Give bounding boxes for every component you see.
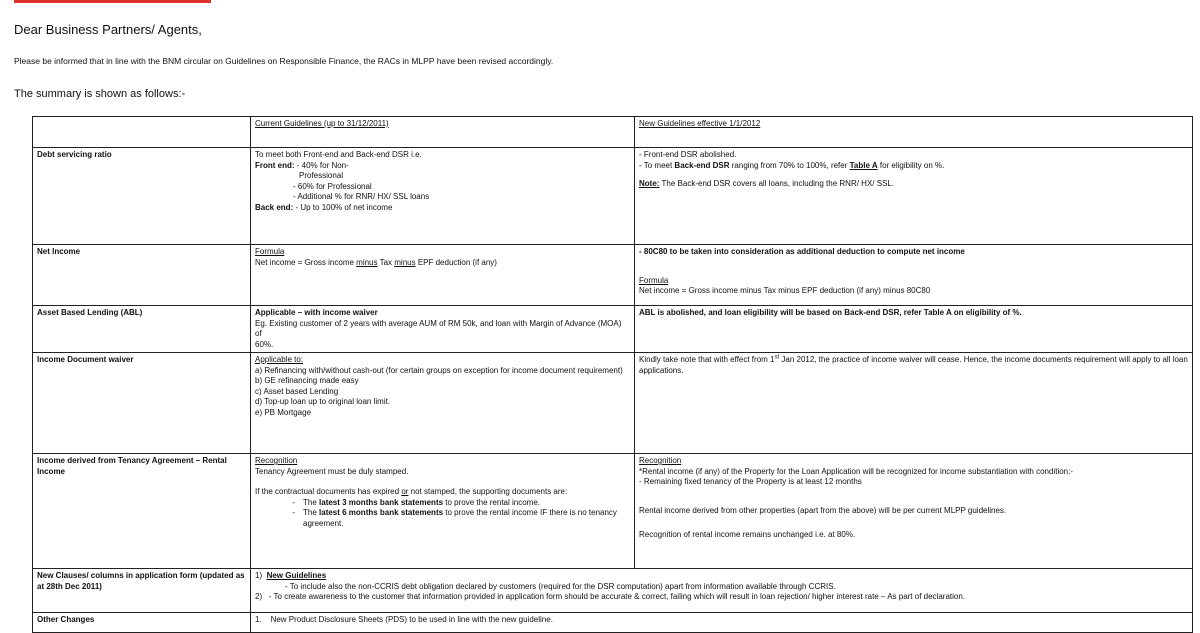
row-topic-other-changes: Other Changes [33,613,251,633]
text-line: Applicable to: [255,355,304,364]
abl-current-cell [251,306,635,353]
text-line: Recognition [255,456,298,465]
text-line: - Additional % for RNR/ HX/ SSL loans [293,192,430,201]
top-accent-rule [14,0,211,3]
header-cell-new [635,117,1193,148]
text-line: 2) - To create awareness to the customer that information provided in application form should be accurate & correct, failing which will result in loan rejection/ higher interest rate – As part of declaration. [255,592,966,601]
text-line: Applicable – with income waiver [255,308,378,317]
table-row [33,569,1193,613]
text-line: Front end: - 40% for Non- [255,160,349,170]
net-income-new-cell [635,245,1193,306]
text-line: Net income = Gross income minus Tax minus EPF deduction (if any) minus 80C80 [639,286,931,295]
text-line: Kindly take note that with effect from 1st Jan 2012, the practice of income waiver will cease. Hence, the income documents requirement will apply to all loan [639,354,1188,364]
row-topic-income-document-waiver: Income Document waiver [33,353,251,454]
text-line: *Rental income (if any) of the Property for the Loan Application will be recognized for income substantiation with condition:- [639,466,1074,476]
row-topic-dsr: Debt servicing ratio [33,148,251,245]
new-guidelines-heading: New Guidelines effective 1/1/2012 [639,119,761,128]
text-line: 60%. [255,339,274,349]
header-cell-current [251,117,635,148]
rental-current-cell [251,454,635,569]
text-line: applications. [639,365,684,375]
text-line: - Remaining fixed tenancy of the Property is at least 12 months [639,477,862,486]
list-item: b) GE refinancing made easy [255,376,359,385]
table-row [33,454,1193,569]
guidelines-table [32,116,1193,633]
text-line: If the contractual documents has expired or not stamped, the supporting documents are: [255,487,568,496]
greeting: Dear Business Partners/ Agents, [14,22,202,37]
rental-new-cell [635,454,1193,569]
text-line: Formula [255,247,285,256]
list-item: e) PB Mortgage [255,407,312,417]
net-income-current-cell [251,245,635,306]
table-row [33,306,1193,353]
text-line: Professional [299,171,344,180]
text-line: - To include also the non-CCRIS debt obligation declared by customers (required for the DSR computation) apart from information available through CCRIS. [285,581,836,591]
new-clauses-cell [251,569,1193,613]
abl-new-cell [635,306,1193,353]
text-line: Tenancy Agreement must be duly stamped. [255,466,409,476]
list-item: c) Asset based Lending [255,386,339,396]
text-line: - Front-end DSR abolished. [639,150,737,159]
bullet-item: - The latest 6 months bank statements to prove the rental income IF there is no tenancy [292,508,617,517]
row-topic-rental-income: Income derived from Tenancy Agreement – Rental Income [33,454,251,569]
dsr-current-cell [251,148,635,245]
text-line: Rental income derived from other properties (apart from the above) will be per current MLPP guidelines. [639,505,1007,515]
dsr-new-cell [635,148,1193,245]
text-line: ABL is abolished, and loan eligibility will be based on Back-end DSR, refer Table A on eligibility of %. [639,308,1022,317]
row-topic-net-income: Net Income [33,245,251,306]
text-line: - To meet Back-end DSR ranging from 70% to 100%, refer Table A for eligibility on %. [639,160,945,170]
row-topic-new-clauses: New Clauses/ columns in application form (updated as at 28th Dec 2011) [33,569,251,613]
table-header-row [33,117,1193,148]
current-guidelines-heading: Current Guidelines (up to 31/12/2011) [255,119,389,128]
table-row [33,245,1193,306]
text-line: agreement. [303,518,344,528]
text-line: Formula [639,275,669,285]
list-item: d) Top-up loan up to original loan limit. [255,397,391,406]
list-item: a) Refinancing with/without cash-out (for certain groups on exception for income document requirement) [255,365,623,375]
text-line: Eg. Existing customer of 2 years with average AUM of RM 50k, and loan with Margin of Advance (MOA) of [255,318,622,338]
text-line: Note: The Back-end DSR covers all loans, including the RNR/ HX/ SSL. [639,179,895,188]
table-row [33,148,1193,245]
text-line: Back end: - Up to 100% of net income [255,202,393,212]
table-row [33,353,1193,454]
text-line: 1) New Guidelines [255,571,327,580]
intro-paragraph: Please be informed that in line with the BNM circular on Guidelines on Responsible Finance, the RACs in MLPP have been revised accordingly. [14,56,554,66]
text-line: Recognition of rental income remains unchanged i.e. at 80%. [639,530,856,539]
bullet-item: - The latest 3 months bank statements to prove the rental income. [292,497,541,507]
summary-label: The summary is shown as follows:- [14,88,186,100]
text-line: - 60% for Professional [293,181,372,191]
waiver-new-cell [635,353,1193,454]
waiver-current-cell [251,353,635,454]
row-topic-abl: Asset Based Lending (ABL) [33,306,251,353]
text-line: Net income = Gross income minus Tax minus EPF deduction (if any) [255,257,497,267]
text-line: 1. New Product Disclosure Sheets (PDS) to be used in line with the new guideline. [255,615,553,624]
text-line: Recognition [639,456,682,465]
text-line: To meet both Front-end and Back-end DSR i.e. [255,150,422,159]
header-cell-topic [33,117,251,148]
text-line: - 80C80 to be taken into consideration as additional deduction to compute net income [639,247,965,256]
